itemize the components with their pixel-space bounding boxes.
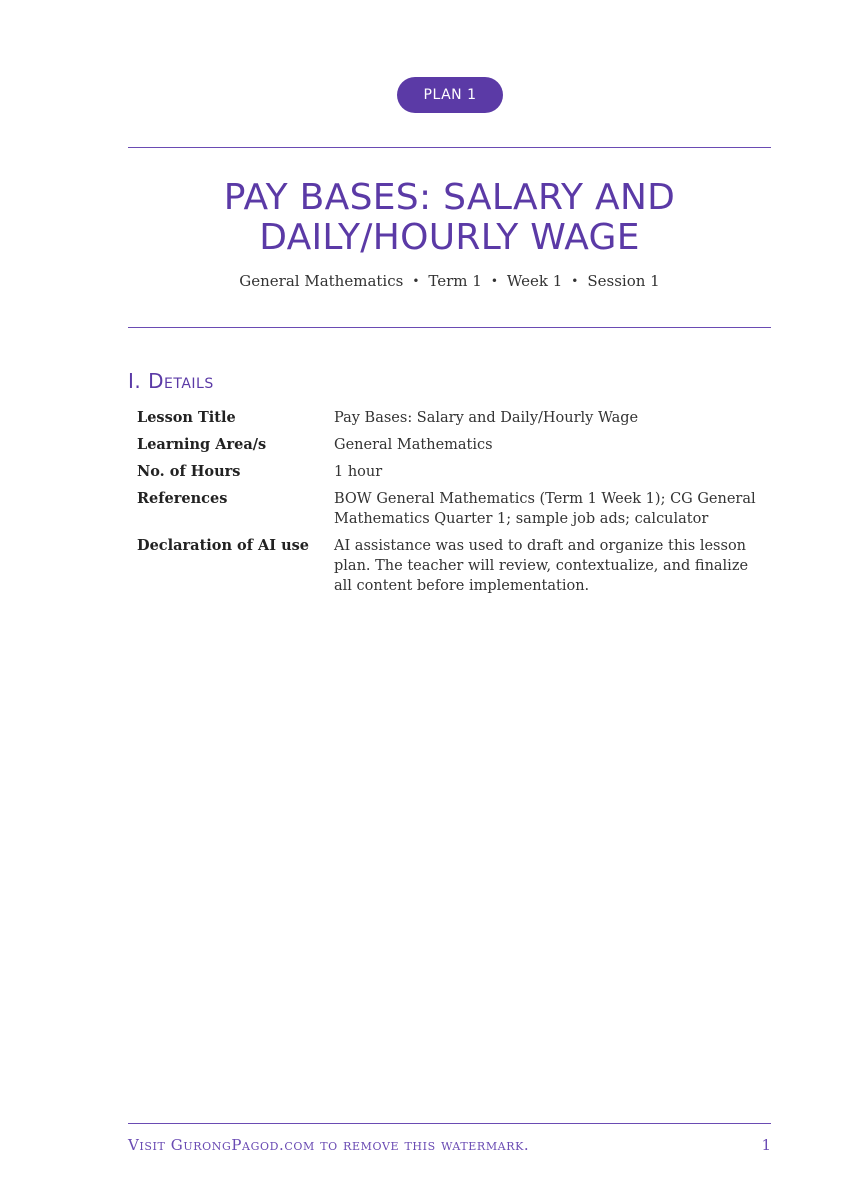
details-row-lesson-title (137, 408, 762, 428)
details-value: AI assistance was used to draft and organize this lesson plan. The teacher will review, contextualize, and finalize all content before implementation. (334, 538, 749, 594)
details-label: Lesson Title (137, 409, 236, 426)
subtitle-session: Session 1 (587, 272, 660, 290)
header-bottom-rule (128, 327, 771, 328)
page-title-line-1: PAY BASES: SALARY AND (223, 177, 676, 218)
details-value: BOW General Mathematics (Term 1 Week 1); CG General Mathematics Quarter 1; sample job ads; calculator (334, 491, 756, 527)
section-heading-details: I. Details (128, 369, 214, 393)
subtitle-subject: General Mathematics (239, 272, 404, 290)
page-title (128, 178, 771, 258)
details-value: 1 hour (334, 464, 383, 480)
details-label: No. of Hours (137, 463, 241, 480)
subtitle-separator: • (412, 274, 420, 288)
page-title-line-2: DAILY/HOURLY WAGE (259, 217, 640, 258)
details-value: General Mathematics (334, 437, 493, 453)
footer-rule (128, 1123, 771, 1124)
details-label: References (137, 490, 228, 507)
details-value: Pay Bases: Salary and Daily/Hourly Wage (334, 410, 639, 426)
details-table (137, 408, 762, 603)
details-row-ai-declaration (137, 536, 762, 596)
subtitle-term: Term 1 (428, 272, 482, 290)
subtitle-separator: • (490, 274, 498, 288)
subtitle-separator: • (571, 274, 579, 288)
details-row-hours (137, 462, 762, 482)
header-top-rule (128, 147, 771, 148)
details-label: Learning Area/s (137, 436, 267, 453)
page-subtitle (128, 272, 771, 290)
details-row-references (137, 489, 762, 529)
details-label: Declaration of AI use (137, 537, 310, 554)
page-number: 1 (761, 1136, 771, 1154)
plan-badge: PLAN 1 (397, 77, 503, 113)
details-row-learning-area (137, 435, 762, 455)
footer-watermark-link[interactable]: Visit GurongPagod.com to remove this watermark. (128, 1136, 530, 1154)
subtitle-week: Week 1 (506, 272, 563, 290)
